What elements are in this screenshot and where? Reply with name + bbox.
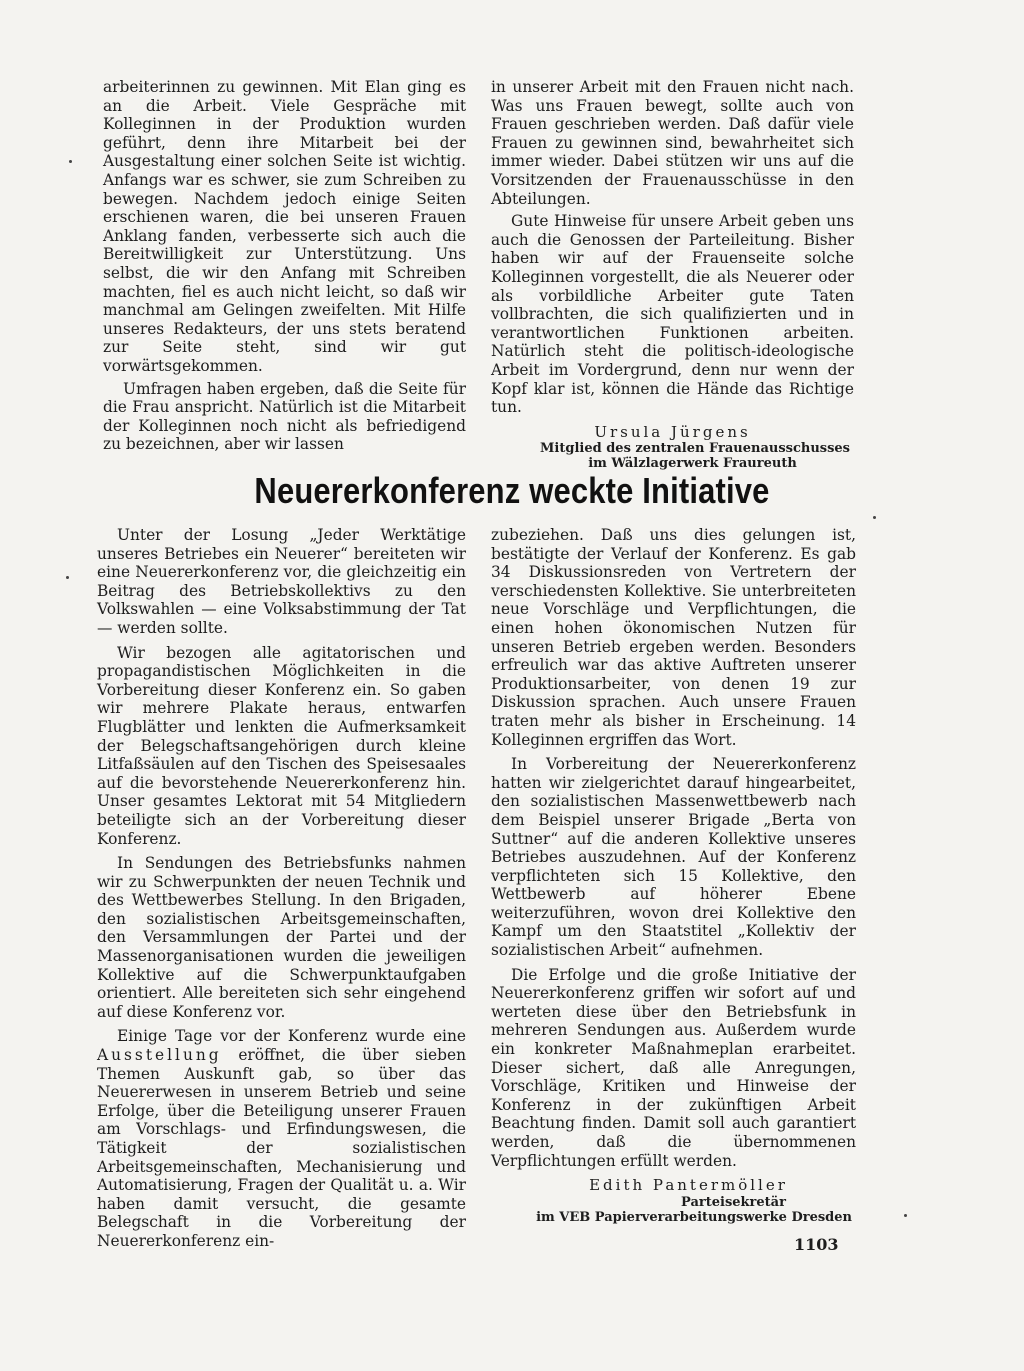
paragraph xyxy=(97,1027,466,1250)
paragraph: Die Erfolge und die große Initiative der Neuererkonferenz griffen wir sofort auf und werteten diese über den Betriebsfunk in mehreren Sendungen aus. Außerdem wurde ein konkreter Maßnahmeplan erarbeitet. Dieser sichert, daß alle Anregungen, Vorschläge, Kritiken und Hinweise der Konferenz in der zukünftigen Arbeit Beachtung finden. Damit soll auch garantiert werden, daß die übernommenen Verpflichtungen erfüllt werden. xyxy=(491,965,856,1170)
signature-affiliation: im Wälzlagerwerk Fraureuth xyxy=(588,456,797,472)
text-run: Einige Tage vor der Konferenz wurde eine xyxy=(117,1027,466,1046)
signature-name: Edith Pantermöller xyxy=(589,1176,788,1195)
paragraph: Wir bezogen alle agitatorischen und propagandistischen Möglichkeiten in die Vorbereitung dieser Konferenz ein. So gaben wir mehrere Plakate heraus, entwarfen Flugblätter und lenkten die Aufmerksamkeit der Belegschaftsangehörigen durch kleine Litfaßsäulen auf den Tischen des Speisesaales auf die bevorstehende Neuererkonferenz hin. Unser gesamtes Lektorat mit 54 Mitgliedern beteiligte sich an der Vorbereitung dieser Konferenz. xyxy=(97,643,466,848)
print-speck xyxy=(873,516,876,519)
signature-role: Parteisekretär xyxy=(681,1194,786,1210)
print-speck xyxy=(69,160,72,163)
bottom-right-column xyxy=(491,526,856,1225)
paragraph: zubeziehen. Daß uns dies gelungen ist, bestätigte der Verlauf der Konferenz. Es gab 34 Diskussionsreden von Vertretern der verschiedensten Kollektive. Sie unterbreiteten neue Vorschläge und Verpflichtungen, die einen hohen ökonomischen Nutzen für unseren Betrieb ergeben werden. Besonders erfreulich war das aktive Auftreten unserer Produktionsarbeiter, von denen 19 zur Diskussion sprachen. Auch unsere Frauen traten mehr als bisher in Erscheinung. 14 Kolleginnen ergriffen das Wort. xyxy=(491,526,856,749)
signature-role: Mitglied des zentralen Frauenausschusses xyxy=(540,441,850,457)
paragraph: Gute Hinweise für unsere Arbeit geben uns auch die Genossen der Parteileitung. Bisher haben wir auf der Frauenseite solche Kolleginnen vorgestellt, die als Neuerer oder als vorbildliche Arbeiter gute Taten vollbrachten, die sich qualifizierten und in verantwortlichen Funktionen arbeiten. Natürlich steht die politisch-ideologische Arbeit im Vordergrund, denn nur wenn der Kopf klar ist, können die Hände das Richtige tun. xyxy=(491,212,854,417)
text-run: eröffnet, die über sieben Themen Auskunft gab, so über das Neuererwesen in unserem Betrieb und seine Erfolge, über die Beteiligung unserer Frauen am Vorschlags- und Erfindungswesen, die Tätigkeit der sozialistischen Arbeitsgemeinschaften, Mechanisierung und Automatisierung, Fragen der Qualität u. a. Wir haben damit versucht, die gesamte Belegschaft in die Vorbereitung der Neuererkonferenz ein- xyxy=(97,1046,466,1250)
paragraph: in unserer Arbeit mit den Frauen nicht nach. Was uns Frauen bewegt, sollte auch von Frauen geschrieben werden. Daß dafür viele Frauen zu gewinnen sind, bewahrheitet sich immer wieder. Dabei stützen wir uns auf die Vorsitzenden der Frauenausschüsse in den Abteilungen. xyxy=(491,78,854,208)
paragraph: In Vorbereitung der Neuererkonferenz hatten wir zielgerichtet darauf hingearbeitet, den sozialistischen Massenwettbewerb nach dem Beispiel unserer Brigade „Berta von Suttner“ auf die anderen Kollektive unseres Betriebes auszudehnen. Auf der Konferenz verpflichteten sich 15 Kollektive, den Wettbewerb auf höherer Ebene weiterzuführen, wovon drei Kollektive den Kampf um den Staatstitel „Kollektiv der sozialistischen Arbeit“ aufnehmen. xyxy=(491,755,856,960)
paragraph: arbeiterinnen zu gewinnen. Mit Elan ging es an die Arbeit. Viele Gespräche mit Kolleginnen in der Produktion wurden geführt, denn ihre Mitarbeit bei der Ausgestaltung einer solchen Seite ist wichtig. Anfangs war es schwer, sie zum Schreiben zu bewegen. Nachdem jedoch einige Seiten erschienen waren, die bei unseren Frauen Anklang fanden, verbesserte sich auch die Bereitwilligkeit zur Unterstützung. Uns selbst, die wir den Anfang mit Schreiben machten, fiel es auch nicht leicht, so daß wir manchmal am Gelingen zweifelten. Mit Hilfe unseres Redakteurs, der uns stets beratend zur Seite steht, sind wir gut vorwärtsgekommen. xyxy=(103,78,466,375)
print-speck xyxy=(904,1214,907,1217)
paragraph: Umfragen haben ergeben, daß die Seite für die Frau anspricht. Natürlich ist die Mitarbeit der Kolleginnen noch nicht als befriedigend zu bezeichnen, aber wir lassen xyxy=(103,379,466,454)
article-headline: Neuererkonferenz weckte Initiative xyxy=(254,470,770,511)
emphasized-word: Ausstellung xyxy=(97,1046,222,1065)
paragraph: In Sendungen des Betriebsfunks nahmen wir zu Schwerpunkten der neuen Technik und des Wettbewerbes Stellung. In den Brigaden, den sozialistischen Arbeitsgemeinschaften, den Versammlungen der Partei und der Massenorganisationen wurden die jeweiligen Kollektive auf die Schwerpunktaufgaben orientiert. Alle bereiteten sich sehr eingehend auf diese Konferenz vor. xyxy=(97,854,466,1021)
top-right-column xyxy=(491,78,854,471)
bottom-left-column xyxy=(97,526,466,1251)
print-speck xyxy=(66,576,69,579)
signature-affiliation: im VEB Papierverarbeitungswerke Dresden xyxy=(536,1209,852,1225)
signature-name: Ursula Jürgens xyxy=(594,422,751,441)
paragraph: Unter der Losung „Jeder Werktätige unseres Betriebes ein Neuerer“ bereiteten wir eine Neuererkonferenz vor, die gleichzeitig ein Beitrag des Betriebskollektivs zu den Volkswahlen — eine Volksabstimmung der Tat — werden sollte. xyxy=(97,526,466,637)
top-left-column xyxy=(103,78,466,454)
page-number: 1103 xyxy=(794,1235,839,1254)
